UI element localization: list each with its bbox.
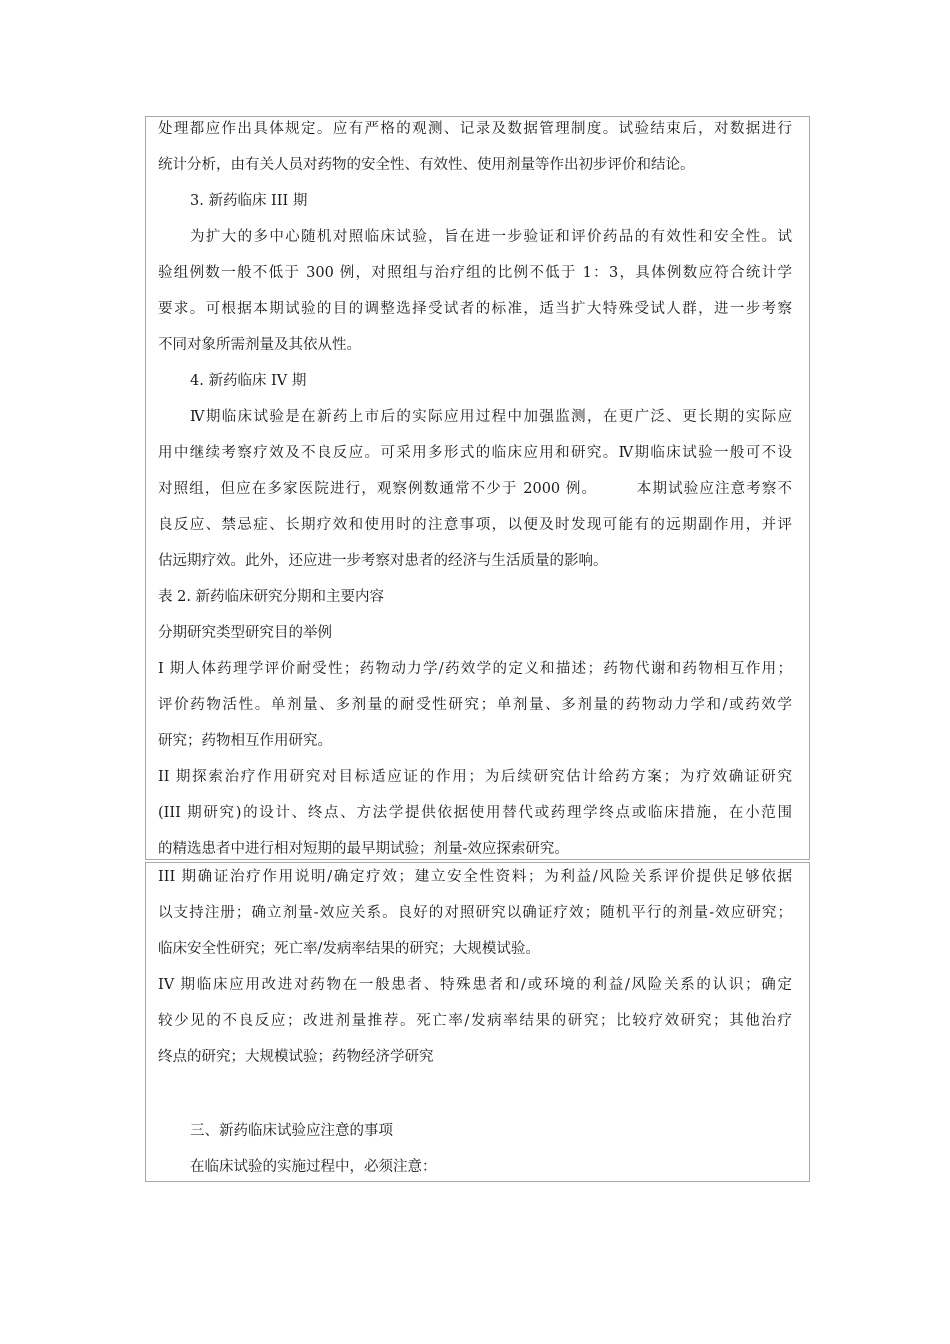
paragraph-line: 统计分析，由有关人员对药物的安全性、有效性、使用剂量等作出初步评价和结论。	[158, 157, 695, 173]
table-row-phase3: 以支持注册；确立剂量-效应关系。良好的对照研究以确证疗效；随机平行的剂量-效应研究；	[158, 905, 792, 921]
table-row-phase2: 的精选患者中进行相对短期的最早期试验；剂量-效应探索研究。	[158, 841, 569, 857]
document-block-1	[145, 116, 810, 860]
paragraph-line: 对照组，但应在多家医院进行，观察例数通常不少于 2000 例。 本期试验应注意考察不	[158, 481, 792, 497]
table-header: 分期研究类型研究目的举例	[158, 625, 332, 641]
paragraph-line: 估远期疗效。此外，还应进一步考察对患者的经济与生活质量的影响。	[158, 553, 608, 569]
table-row-phase4: 较少见的不良反应；改进剂量推荐。死亡率/发病率结果的研究；比较疗效研究；其他治疗	[158, 1013, 792, 1029]
section-heading-phase3: 3. 新药临床 III 期	[190, 193, 308, 209]
table-row-phase2: II 期探索治疗作用研究对目标适应证的作用；为后续研究估计给药方案；为疗效确证研究	[158, 769, 792, 785]
paragraph-line: 良反应、禁忌症、长期疗效和使用时的注意事项，以便及时发现可能有的远期副作用，并评	[158, 517, 792, 533]
paragraph-line: 用中继续考察疗效及不良反应。可采用多形式的临床应用和研究。Ⅳ期临床试验一般可不设	[158, 445, 792, 461]
table-row-phase1: 评价药物活性。单剂量、多剂量的耐受性研究；单剂量、多剂量的药物动力学和/或药效学	[158, 697, 792, 713]
paragraph-line: 处理都应作出具体规定。应有严格的观测、记录及数据管理制度。试验结束后，对数据进行	[158, 121, 792, 137]
table-row-phase3: III 期确证治疗作用说明/确定疗效；建立安全性资料；为利益/风险关系评价提供足够依据	[158, 869, 792, 885]
table-title: 表 2. 新药临床研究分期和主要内容	[158, 589, 385, 605]
section-heading-phase4: 4. 新药临床 IV 期	[190, 373, 307, 389]
paragraph-line: 不同对象所需剂量及其依从性。	[158, 337, 361, 353]
section-heading-notes: 三、新药临床试验应注意的事项	[190, 1123, 393, 1139]
paragraph-line: 验组例数一般不低于 300 例，对照组与治疗组的比例不低于 1：3，具体例数应符合统计学	[158, 265, 792, 281]
table-row-phase3: 临床安全性研究；死亡率/发病率结果的研究；大规模试验。	[158, 941, 540, 957]
table-row-phase4: IV 期临床应用改进对药物在一般患者、特殊患者和/或环境的利益/风险关系的认识；确定	[158, 977, 792, 993]
table-row-phase1: 研究；药物相互作用研究。	[158, 733, 332, 749]
table-row-phase1: I 期人体药理学评价耐受性；药物动力学/药效学的定义和描述；药物代谢和药物相互作用；	[158, 661, 792, 677]
paragraph-line: 要求。可根据本期试验的目的调整选择受试者的标准，适当扩大特殊受试人群，进一步考察	[158, 301, 792, 317]
document-block-2	[145, 862, 810, 1182]
table-row-phase4: 终点的研究；大规模试验；药物经济学研究	[158, 1049, 434, 1065]
paragraph-line: 为扩大的多中心随机对照临床试验，旨在进一步验证和评价药品的有效性和安全性。试	[190, 229, 792, 245]
paragraph-line: 在临床试验的实施过程中，必须注意：	[190, 1159, 437, 1175]
table-row-phase2: (III 期研究)的设计、终点、方法学提供依据使用替代或药理学终点或临床措施，在小范围	[158, 805, 792, 821]
paragraph-line: Ⅳ期临床试验是在新药上市后的实际应用过程中加强监测，在更广泛、更长期的实际应	[190, 409, 792, 425]
